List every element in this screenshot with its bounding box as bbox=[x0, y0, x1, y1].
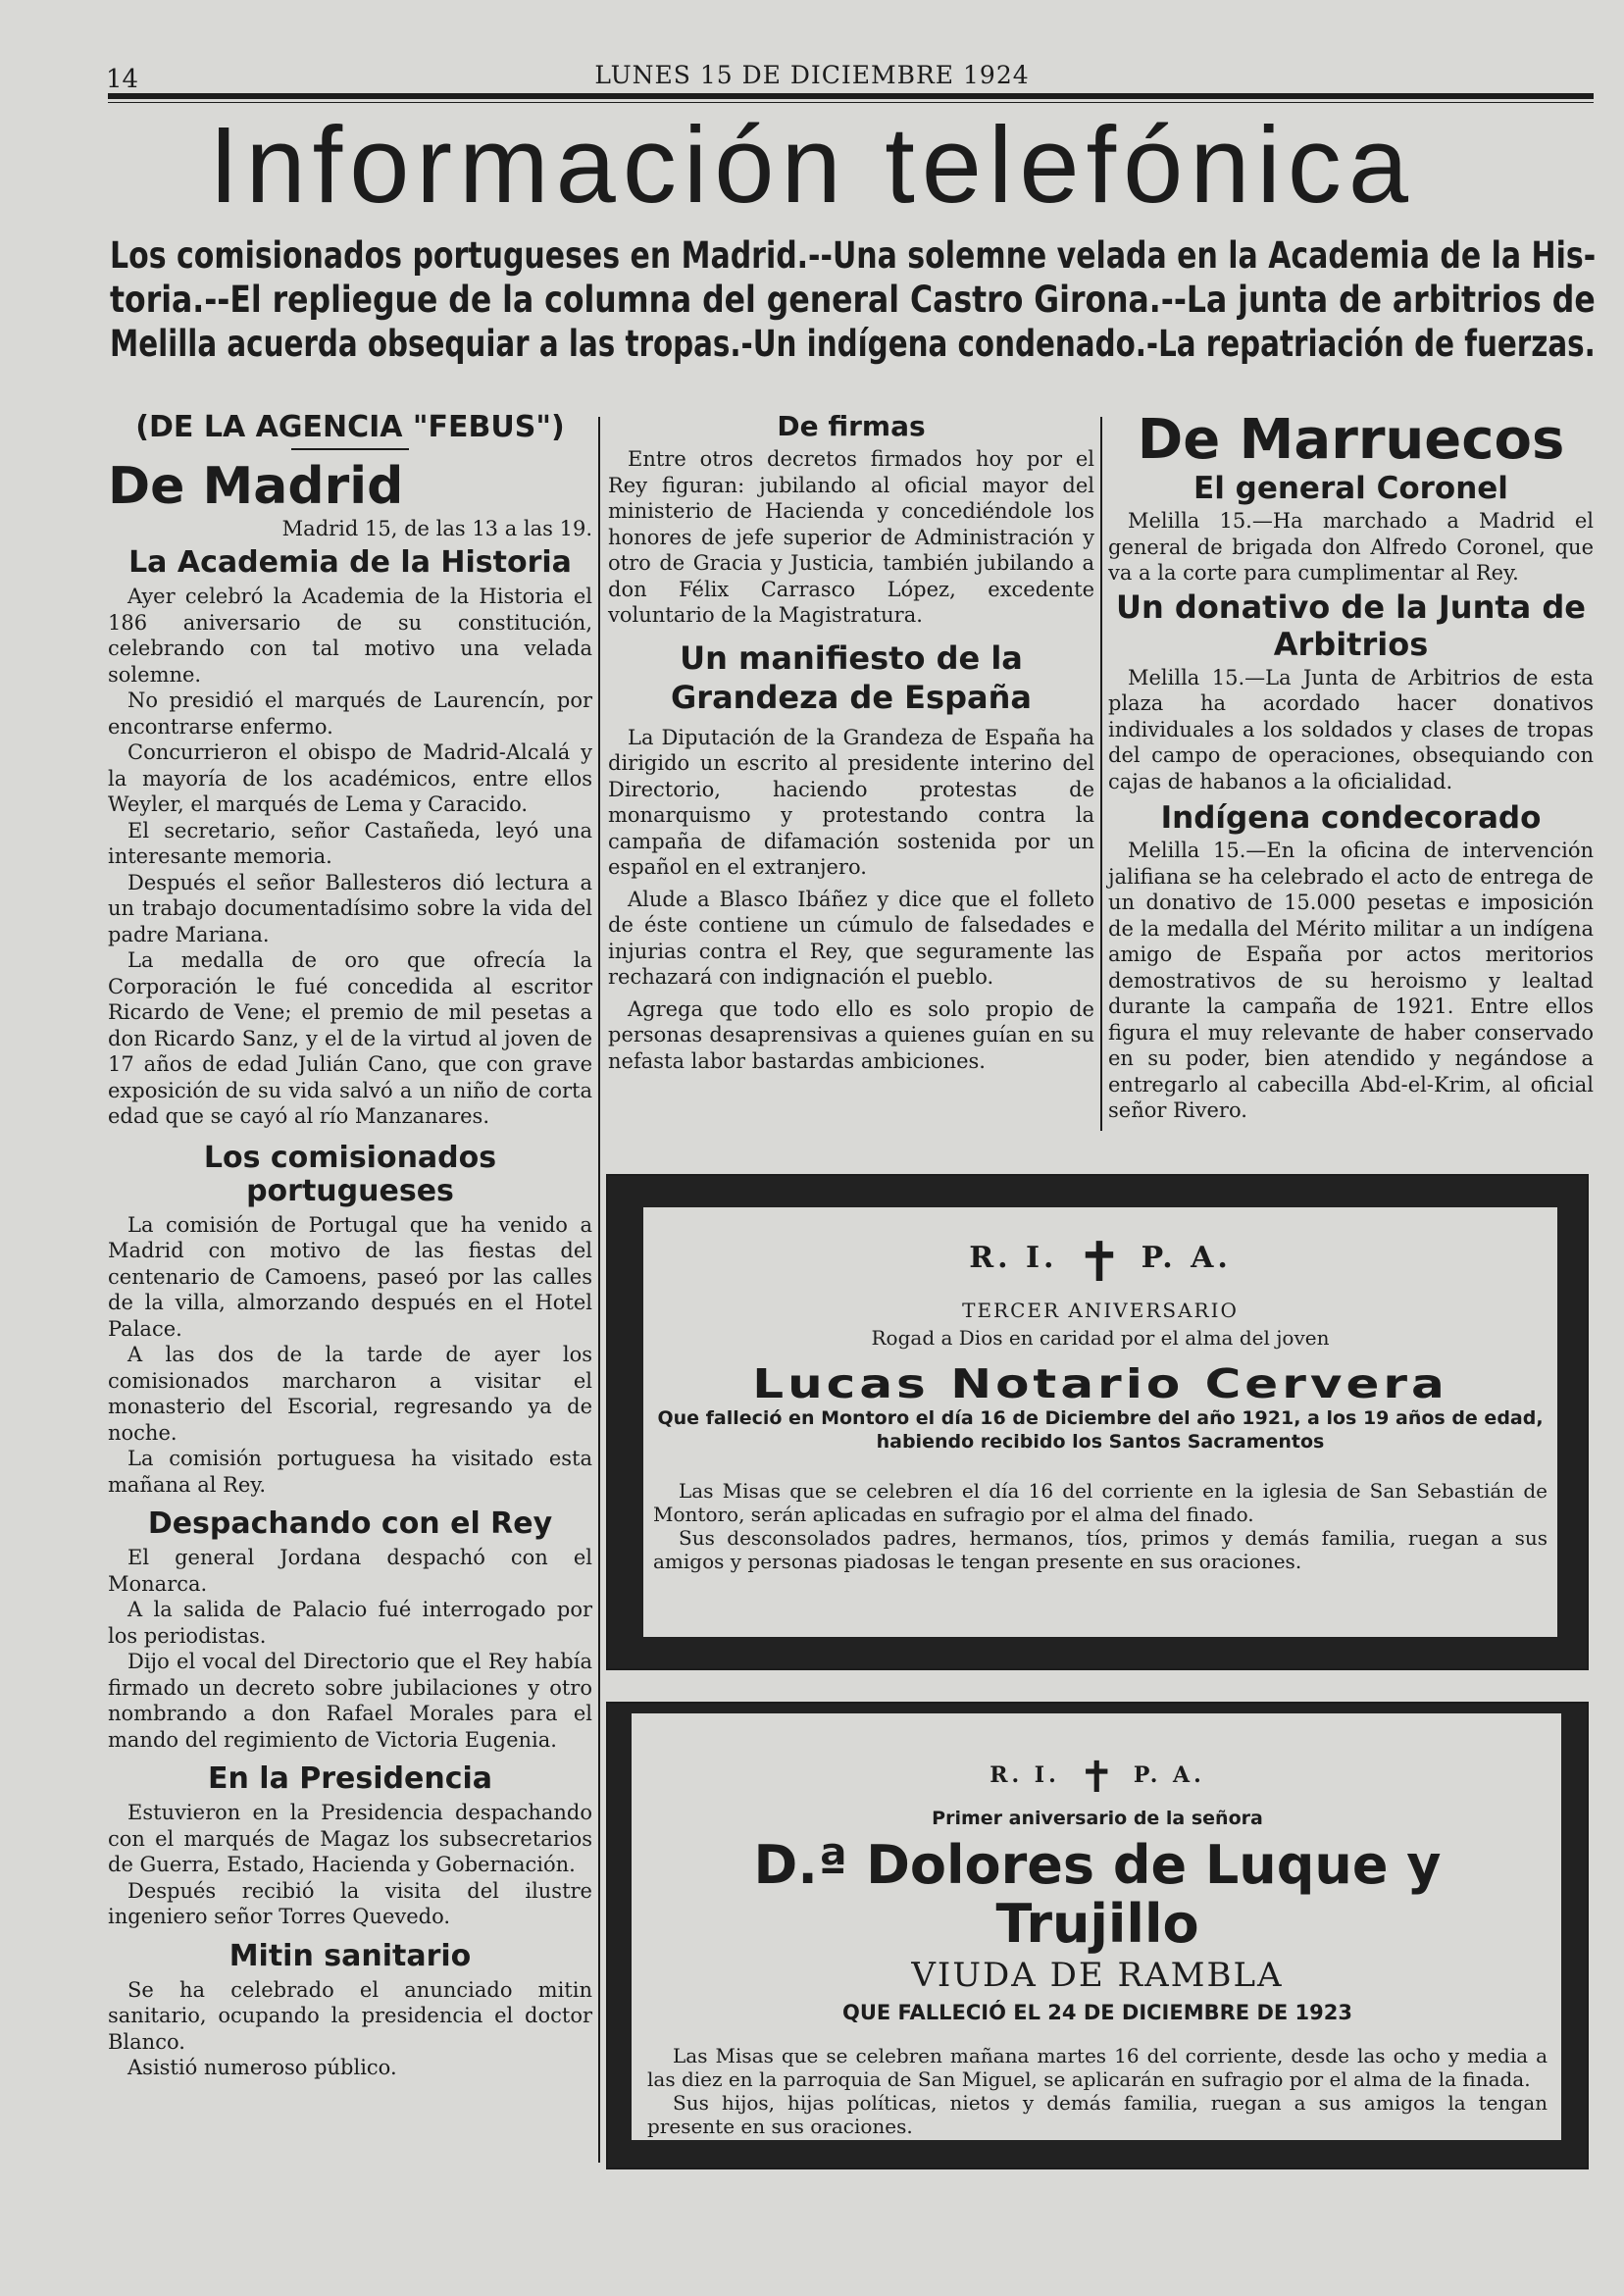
paragraph: Entre otros decretos firmados hoy por el Rey figuran: jubilando al oficial mayor del ministerio de Hacienda y concediéndole los honores de jefe superior de Administración y otro de Gracia y Justicia, también jubilando a don Félix Carrasco López, excedente voluntario de la Magistratura. bbox=[608, 447, 1094, 627]
rip-right: P. A. bbox=[1141, 1241, 1232, 1275]
paragraph: La comisión de Portugal que ha venido a Madrid con motivo de las fiestas del centenario de Camoens, paseó por las calles de la villa, almorzando después en el Hotel Palace. bbox=[108, 1212, 592, 1341]
headline-indigena: Indígena condecorado bbox=[1160, 800, 1542, 836]
border-band bbox=[608, 1176, 1587, 1207]
header-rule bbox=[108, 93, 1594, 99]
cross-icon: ✝ bbox=[1076, 1231, 1123, 1295]
page-number: 14 bbox=[106, 65, 139, 94]
deceased-name: D.ª Dolores de Luque y Trujillo bbox=[753, 1834, 1442, 1955]
rip-line bbox=[653, 1231, 1548, 1295]
paragraph: A la salida de Palacio fué interrogado por los periodistas. bbox=[108, 1598, 592, 1648]
rip-left: R. I. bbox=[969, 1241, 1058, 1275]
death-line: QUE FALLECIÓ EL 24 DE DICIEMBRE DE 1923 bbox=[842, 2001, 1352, 2024]
section-title-madrid: De Madrid bbox=[108, 457, 404, 516]
section-title-marruecos: De Marruecos bbox=[1137, 408, 1565, 472]
subheadline-line-1: Los comisionados portugueses en Madrid.--Una solemne velada en la Academia de la His- bbox=[110, 234, 1597, 277]
paragraph: El general Jordana despachó con el Monarca. bbox=[108, 1546, 592, 1596]
agency-rule bbox=[291, 448, 409, 450]
dateline: Madrid 15, de las 13 a las 19. bbox=[281, 517, 592, 540]
obituary-content bbox=[647, 1753, 1548, 2138]
headline-despachando: Despachando con el Rey bbox=[147, 1506, 553, 1541]
column-madrid bbox=[108, 410, 592, 2081]
cross-icon: ✝ bbox=[1078, 1753, 1115, 1803]
obituary-box-luque bbox=[606, 1702, 1589, 2169]
column-firmas bbox=[608, 410, 1094, 1074]
subheadline-line-2: toria.--El repliegue de la columna del general Castro Girona.--La junta de arbitrios de bbox=[110, 279, 1596, 321]
paragraph: Melilla 15.—Ha marchado a Madrid el general de brigada don Alfredo Coronel, que va a la corte para cumplimentar al Rey. bbox=[1108, 509, 1594, 585]
masthead: Información telefónica bbox=[208, 105, 1416, 226]
deceased-name: Lucas Notario Cervera bbox=[752, 1360, 1448, 1407]
rip-left: R. I. bbox=[990, 1762, 1060, 1788]
paragraph: No presidió el marqués de Laurencín, por encontrarse enfermo. bbox=[108, 689, 592, 739]
rip-line bbox=[647, 1753, 1548, 1803]
rip-right: P. A. bbox=[1133, 1762, 1205, 1788]
paragraph: Ayer celebró la Academia de la Historia el 186 aniversario de su constitución, celebrando con tal motivo una velada solemne. bbox=[108, 585, 592, 687]
subheadline bbox=[110, 233, 1596, 366]
border-band bbox=[1561, 1704, 1587, 2168]
paragraph: Melilla 15.—En la oficina de intervención jalifiana se ha celebrado el acto de entrega de un donativo de 15.000 pesetas e imposición de la medalla del Mérito militar a un indígena amigo de España por actos meritorios demostrativos de su heroismo y lealtad durante la campaña de 1921. Entre ellos figura el muy relevante de haber conservado en su poder, bien atendido y negándose a entregarlo al cabecilla Abd-el-Krim, al oficial señor Rivero. bbox=[1108, 839, 1594, 1122]
border-band bbox=[608, 1637, 1587, 1668]
prayer-line: Rogad a Dios en caridad por el alma del joven bbox=[871, 1326, 1330, 1350]
obituary-box-cervera bbox=[606, 1174, 1589, 1670]
border-band bbox=[608, 1176, 643, 1668]
death-line: Que falleció en Montoro el día 16 de Diciembre del año 1921, a los 19 años de edad, habiendo recibido los Santos Sacramentos bbox=[657, 1407, 1544, 1453]
border-band bbox=[608, 2140, 1587, 2168]
paragraph: Se ha celebrado el anunciado mitin sanitario, ocupando la presidencia el doctor Blanco. bbox=[108, 1977, 592, 2054]
paragraph: Concurrieron el obispo de Madrid-Alcalá y la mayoría de los académicos, entre ellos Weyler, el marqués de Lema y Caracido. bbox=[108, 740, 592, 816]
column-divider-right bbox=[1100, 417, 1102, 1131]
paragraph: Las Misas que se celebren el día 16 del corriente en la iglesia de San Sebastián de Montoro, serán aplicadas en sufragio por el alma del finado. bbox=[653, 1479, 1548, 1526]
paragraph: Sus hijos, hijas políticas, nietos y demás familia, ruegan a sus amigos la tengan presente en sus oraciones. bbox=[647, 2091, 1548, 2138]
border-band bbox=[608, 1704, 632, 2168]
widow-line: VIUDA DE RAMBLA bbox=[911, 1956, 1284, 1995]
headline-coronel: El general Coronel bbox=[1193, 471, 1508, 506]
paragraph: Después el señor Ballesteros dió lectura a un trabajo documentadísimo sobre la vida del padre Mariana. bbox=[108, 870, 592, 946]
paragraph: Las Misas que se celebren mañana martes 16 del corriente, desde las ocho y media a las diez en la parroquia de San Miguel, se aplicarán en sufragio por el alma de la finada. bbox=[647, 2044, 1548, 2091]
paragraph: Agrega que todo ello es solo propio de personas desaprensivas a quienes guían en su nefasta labor bastardas ambiciones. bbox=[608, 996, 1094, 1073]
paragraph: Dijo el vocal del Directorio que el Rey había firmado un decreto sobre jubilaciones y otro nombrando a don Rafael Morales para el mando del regimiento de Victoria Eugenia. bbox=[108, 1650, 592, 1752]
headline-mitin: Mitin sanitario bbox=[228, 1938, 472, 1973]
headline-manifiesto: Un manifiesto de la Grandeza de España bbox=[671, 638, 1032, 716]
header-rule-thin bbox=[108, 102, 1594, 103]
paragraph: Sus desconsolados padres, hermanos, tíos, primos y demás familia, ruegan a sus amigos y personas piadosas le tengan presente en sus oraciones. bbox=[653, 1526, 1548, 1573]
paragraph: Después recibió la visita del ilustre ingeniero señor Torres Quevedo. bbox=[108, 1878, 592, 1928]
issue-date: LUNES 15 DE DICIEMBRE 1924 bbox=[594, 61, 1030, 89]
paragraph: La comisión portuguesa ha visitado esta mañana al Rey. bbox=[108, 1447, 592, 1497]
headline-academia: La Academia de la Historia bbox=[128, 545, 572, 580]
headline-firmas: De firmas bbox=[777, 410, 926, 442]
border-band bbox=[608, 1704, 1587, 1713]
subheadline-line-3: Melilla acuerda obsequiar a las tropas.-Un indígena condenado.-La repatriación de fuerzas. bbox=[110, 323, 1596, 365]
paragraph: Estuvieron en la Presidencia despachando con el marqués de Magaz los subsecretarios de Guerra, Estado, Hacienda y Gobernación. bbox=[108, 1801, 592, 1876]
agency-credit: (DE LA AGENCIA "FEBUS") bbox=[135, 410, 565, 444]
column-marruecos bbox=[1108, 410, 1594, 1124]
column-divider-left bbox=[598, 417, 600, 2163]
paragraph: Melilla 15.—La Junta de Arbitrios de esta plaza ha acordado hacer donativos individuales a los soldados y clases de tropas del campo de operaciones, obsequiando con cajas de habanos a la oficialidad. bbox=[1108, 665, 1594, 793]
paragraph: La medalla de oro que ofrecía la Corporación le fué concedida al escritor Ricardo de Vene; el premio de mil pesetas a don Ricardo Sanz, y el de la virtud al joven de 17 años de edad Julián Cano, que con grave exposición de su vida salvó a un niño de corta edad que se cayó al río Manzanares. bbox=[108, 948, 592, 1128]
anniversary: TERCER ANIVERSARIO bbox=[962, 1299, 1239, 1322]
headline-donativo: Un donativo de la Junta de Arbitrios bbox=[1116, 587, 1586, 663]
anniversary: Primer aniversario de la señora bbox=[932, 1808, 1263, 1829]
paragraph: El secretario, señor Castañeda, leyó una interesante memoria. bbox=[108, 818, 592, 868]
headline-comisionados: Los comisionados portugueses bbox=[203, 1140, 497, 1208]
paragraph: Alude a Blasco Ibáñez y dice que el folleto de éste contiene un cúmulo de falsedades e injurias contra el Rey, que seguramente las rechazará con indignación el pueblo. bbox=[608, 887, 1094, 989]
paragraph: La Diputación de la Grandeza de España ha dirigido un escrito al presidente interino del Directorio, haciendo protestas de monarquismo y protestando contra la campaña de difamación sostenida por un español en el extranjero. bbox=[608, 725, 1094, 879]
border-band bbox=[1557, 1176, 1587, 1668]
headline-presidencia: En la Presidencia bbox=[207, 1761, 493, 1796]
paragraph: A las dos de la tarde de ayer los comisionados marcharon a visitar el monasterio del Escorial, regresando ya de noche. bbox=[108, 1343, 592, 1445]
paragraph: Asistió numeroso público. bbox=[127, 2056, 397, 2079]
obituary-content bbox=[653, 1231, 1548, 1573]
